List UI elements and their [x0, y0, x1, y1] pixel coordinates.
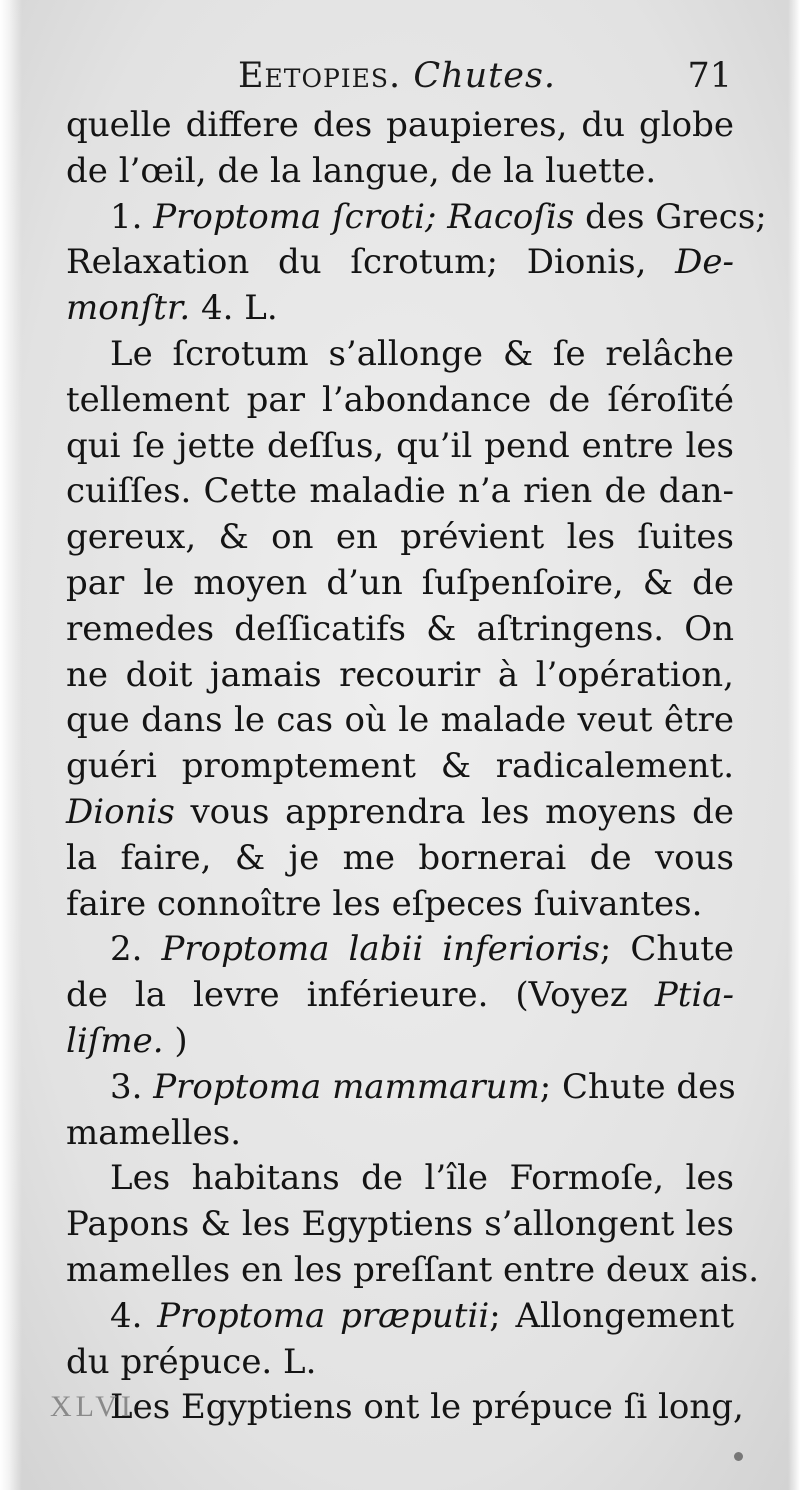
text-line	[66, 1248, 760, 1294]
text-segment: mamelles en les preſſant entre deux ais.	[66, 1249, 760, 1290]
text-segment: 3.	[110, 1066, 154, 1107]
text-line	[66, 1340, 734, 1386]
body-text	[66, 103, 767, 1431]
text-line	[66, 1385, 744, 1431]
text-line	[66, 1202, 734, 1248]
text-line	[66, 469, 734, 515]
text-line	[66, 882, 734, 928]
text-line	[66, 378, 734, 424]
text-line	[66, 973, 734, 1019]
text-line	[66, 744, 734, 790]
text-segment: Les habitans de l’île Formoſe, les	[110, 1158, 734, 1199]
text-line	[66, 103, 734, 149]
italic-segment: Proptoma præputii	[157, 1295, 490, 1336]
text-segment: Les Egyptiens ont le prépuce ſi long,	[110, 1387, 744, 1428]
text-segment: ; Chute	[599, 929, 735, 970]
signature-mark: XLVI	[50, 1390, 135, 1423]
text-segment: de l’œil, de la langue, de la luette.	[66, 150, 657, 191]
text-line	[66, 607, 734, 653]
text-line	[66, 561, 734, 607]
text-segment: guéri promptement & radicalement.	[66, 746, 734, 787]
running-head	[238, 46, 556, 106]
text-segment: 4. L.	[190, 288, 278, 329]
running-head-italic: Chutes.	[413, 56, 557, 96]
running-head-caps: Eetopies.	[238, 56, 402, 96]
text-line	[66, 790, 734, 836]
text-segment: la faire, & je me bornerai de vous	[66, 837, 734, 878]
text-line	[66, 195, 767, 241]
text-segment: gereux, & on en prévient les ſuites	[66, 517, 734, 558]
italic-segment: Proptoma ſcroti; Racoſis	[153, 196, 575, 237]
text-line	[66, 1019, 734, 1065]
text-segment: de la levre inférieure. (Voyez	[66, 975, 655, 1016]
page-edge-right	[788, 0, 800, 1490]
text-segment: 2.	[110, 929, 162, 970]
page-edge-left	[0, 0, 22, 1490]
text-segment: 4.	[110, 1295, 158, 1336]
text-segment: mamelles.	[66, 1112, 241, 1153]
text-line	[66, 286, 734, 332]
text-line	[66, 698, 734, 744]
italic-segment: liſme.	[66, 1020, 164, 1061]
text-segment: remedes deſſicatifs & aſtringens. On	[66, 608, 734, 649]
text-line	[66, 1294, 734, 1340]
text-segment: ne doit jamais recourir à l’opération,	[66, 654, 734, 695]
page-header	[62, 46, 736, 106]
page-number: 71	[687, 56, 732, 96]
ink-speck	[734, 1452, 743, 1461]
text-segment: quelle differe des paupieres, du globe	[66, 105, 734, 145]
text-line	[66, 836, 734, 882]
italic-segment: Proptoma labii inferioris	[161, 929, 600, 970]
italic-segment: monſtr.	[66, 288, 191, 329]
italic-segment: Proptoma mammarum	[153, 1066, 540, 1107]
text-line	[66, 927, 734, 973]
text-segment: ; Allongement	[489, 1295, 734, 1336]
text-segment: ; Chute des	[539, 1066, 736, 1107]
text-line	[66, 515, 734, 561]
text-segment: du prépuce. L.	[66, 1341, 317, 1382]
text-segment: Relaxation du ſcrotum; Dionis,	[66, 242, 676, 283]
text-line	[66, 1065, 734, 1111]
text-segment: tellement par l’abondance de ſéroſité	[66, 379, 734, 420]
text-line	[66, 1156, 734, 1202]
text-segment: Papons & les Egyptiens s’allongent les	[66, 1204, 734, 1245]
text-line	[66, 424, 734, 470]
text-segment: des Grecs;	[574, 196, 767, 237]
text-segment: vous apprendra les moyens de	[174, 791, 734, 832]
italic-segment: Ptia-	[654, 975, 734, 1016]
text-line	[66, 332, 734, 378]
text-line	[66, 1111, 734, 1157]
text-line	[66, 653, 734, 699]
text-segment: cuiſſes. Cette maladie n’a rien de dan-	[66, 471, 734, 512]
text-line	[66, 149, 734, 195]
text-segment: qui ſe jette deſſus, qu’il pend entre les	[66, 425, 734, 466]
text-segment: faire connoître les eſpeces ſuivantes.	[66, 883, 703, 924]
text-segment: 1.	[110, 196, 154, 237]
text-segment: par le moyen d’un ſuſpenſoire, & de	[66, 562, 734, 603]
text-segment: Le ſcrotum s’allonge & ſe relâche	[110, 333, 734, 374]
text-line	[66, 240, 734, 286]
text-segment: que dans le cas où le malade veut être	[66, 700, 734, 741]
italic-segment: De-	[675, 242, 734, 283]
italic-segment: Dionis	[66, 791, 175, 832]
text-segment: )	[163, 1020, 188, 1061]
